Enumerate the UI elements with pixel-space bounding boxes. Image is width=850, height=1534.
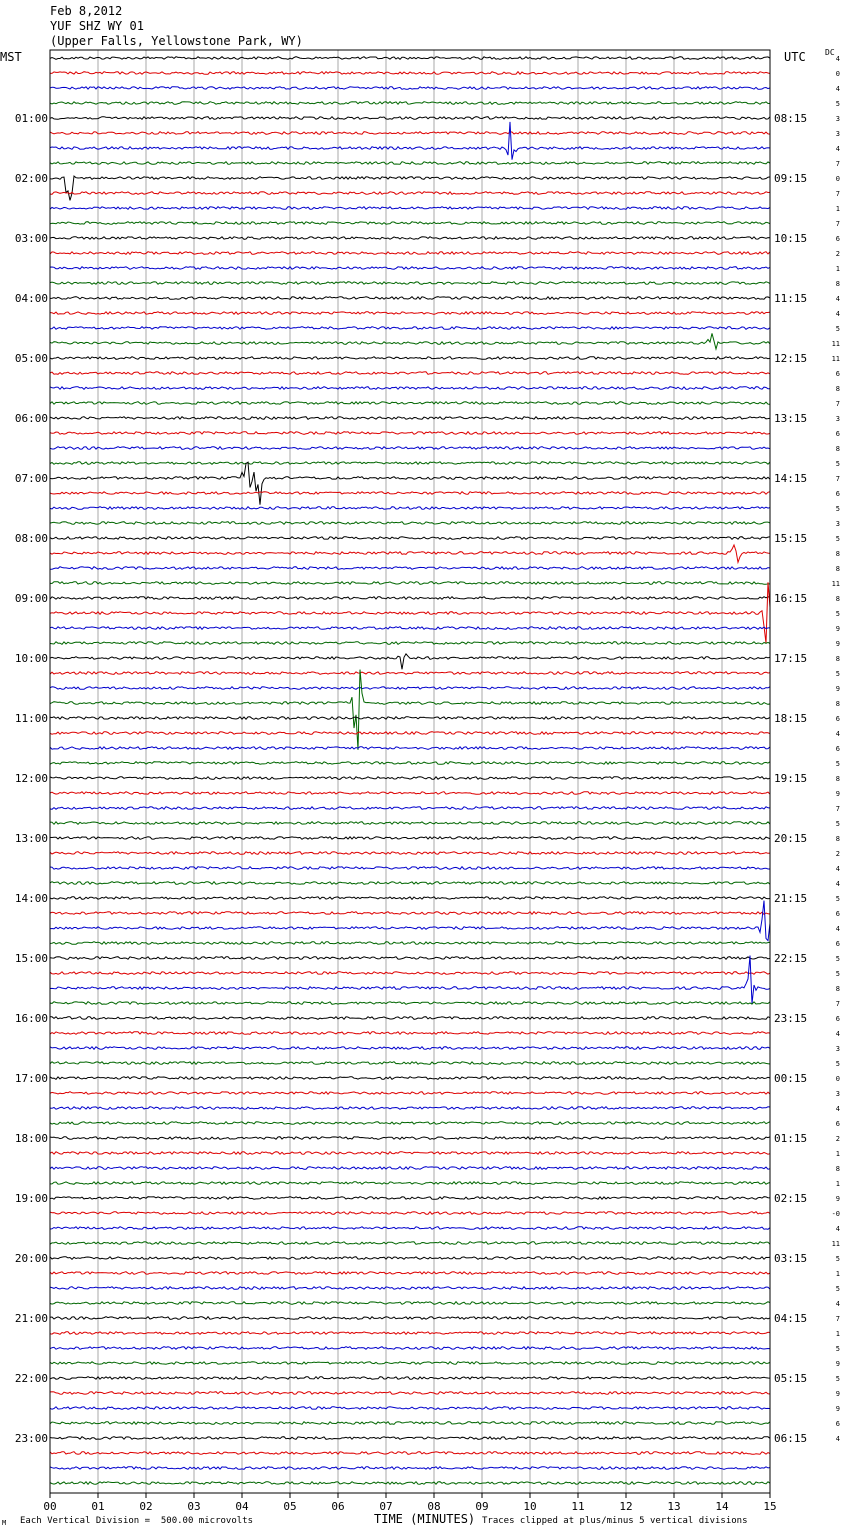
trace-22 [50, 387, 770, 390]
trace-91 [50, 1422, 770, 1425]
utc-hour-label: 06:15 [774, 1432, 808, 1445]
plot-date: Feb 8,2012 [50, 4, 123, 18]
dc-offset: 5 [835, 970, 840, 978]
dc-offset: 6 [835, 1015, 840, 1023]
dc-offset: 8 [835, 595, 840, 603]
trace-78 [50, 1227, 770, 1230]
trace-68 [50, 1077, 770, 1080]
trace-93 [50, 1452, 770, 1455]
trace-76 [50, 1197, 770, 1200]
dc-offset: 3 [835, 415, 840, 423]
trace-28 [50, 462, 770, 505]
trace-2 [50, 87, 770, 90]
dc-offset: 7 [835, 220, 840, 228]
dc-offset: 4 [835, 1030, 840, 1038]
station-code: YUF SHZ WY 01 [50, 19, 144, 33]
trace-67 [50, 1062, 770, 1065]
utc-hour-label: 04:15 [774, 1312, 808, 1325]
trace-23 [50, 402, 770, 405]
dc-offset: 4 [835, 730, 840, 738]
trace-10 [50, 207, 770, 210]
dc-offset: 5 [835, 535, 840, 543]
trace-74 [50, 1167, 770, 1170]
chart-labels [15, 55, 840, 1513]
dc-offset: 5 [835, 955, 840, 963]
mst-hour-label: 09:00 [14, 592, 48, 605]
trace-46 [50, 747, 770, 750]
dc-offset: 9 [835, 1360, 840, 1368]
dc-offset: 3 [835, 1090, 840, 1098]
trace-60 [50, 957, 770, 960]
trace-6 [50, 122, 770, 160]
trace-54 [50, 867, 770, 870]
dc-offset: 3 [835, 115, 840, 123]
dc-offset: 9 [835, 685, 840, 693]
dc-offset: 4 [835, 1225, 840, 1233]
utc-hour-label: 19:15 [774, 772, 808, 785]
trace-20 [50, 357, 770, 360]
dc-offset: 8 [835, 835, 840, 843]
mst-hour-label: 18:00 [14, 1132, 48, 1145]
dc-offset: 4 [835, 55, 840, 63]
dc-offset: 5 [835, 1060, 840, 1068]
scale-note: Each Vertical Division = 500.00 microvolts [20, 1516, 253, 1526]
trace-25 [50, 432, 770, 435]
trace-94 [50, 1467, 770, 1470]
dc-offset: 6 [835, 370, 840, 378]
corner-mark: M [2, 1519, 7, 1527]
dc-offset: 7 [835, 1315, 840, 1323]
dc-offset: 0 [835, 175, 840, 183]
dc-offset: 4 [835, 1300, 840, 1308]
dc-offset: 4 [835, 865, 840, 873]
trace-86 [50, 1347, 770, 1350]
mst-hour-label: 16:00 [14, 1012, 48, 1025]
dc-offset: 11 [831, 1240, 840, 1248]
x-tick-label: 08 [427, 1500, 441, 1513]
trace-32 [50, 537, 770, 540]
trace-85 [50, 1332, 770, 1335]
trace-21 [50, 372, 770, 375]
utc-hour-label: 03:15 [774, 1252, 808, 1265]
trace-89 [50, 1392, 770, 1395]
dc-offset: 8 [835, 280, 840, 288]
dc-offset: 1 [835, 1270, 840, 1278]
dc-offset: -0 [831, 1210, 840, 1218]
seismogram-traces [50, 57, 770, 1485]
utc-hour-label: 20:15 [774, 832, 808, 845]
plot-frame [50, 50, 770, 1493]
dc-offset: 5 [835, 820, 840, 828]
dc-offset: 8 [835, 565, 840, 573]
dc-offset: 9 [835, 1195, 840, 1203]
trace-36 [50, 597, 770, 600]
mst-hour-label: 03:00 [14, 232, 48, 245]
dc-offset: 6 [835, 235, 840, 243]
dc-offset: 5 [835, 505, 840, 513]
dc-offset: 6 [835, 1120, 840, 1128]
station-location: (Upper Falls, Yellowstone Park, WY) [50, 34, 303, 48]
trace-35 [50, 582, 770, 585]
dc-offset: 5 [835, 100, 840, 108]
trace-0 [50, 57, 770, 60]
trace-79 [50, 1242, 770, 1245]
dc-offset: 7 [835, 190, 840, 198]
trace-87 [50, 1362, 770, 1365]
dc-offset: 4 [835, 310, 840, 318]
utc-hour-label: 17:15 [774, 652, 808, 665]
trace-3 [50, 102, 770, 105]
dc-offset: 1 [835, 205, 840, 213]
trace-16 [50, 297, 770, 300]
dc-offset: 6 [835, 745, 840, 753]
trace-39 [50, 642, 770, 645]
dc-offset: 4 [835, 1435, 840, 1443]
dc-offset: 11 [831, 340, 840, 348]
trace-82 [50, 1287, 770, 1290]
dc-offset: 7 [835, 160, 840, 168]
trace-64 [50, 1017, 770, 1020]
dc-offset: 8 [835, 655, 840, 663]
utc-hour-label: 12:15 [774, 352, 808, 365]
trace-48 [50, 777, 770, 780]
trace-41 [50, 672, 770, 675]
trace-63 [50, 1002, 770, 1005]
mst-hour-label: 10:00 [14, 652, 48, 665]
mst-hour-label: 08:00 [14, 532, 48, 545]
dc-offset: 11 [831, 580, 840, 588]
trace-90 [50, 1407, 770, 1410]
trace-49 [50, 792, 770, 795]
trace-1 [50, 72, 770, 75]
mst-hour-label: 22:00 [14, 1372, 48, 1385]
trace-38 [50, 627, 770, 630]
mst-hour-label: 02:00 [14, 172, 48, 185]
dc-offset: 5 [835, 760, 840, 768]
mst-hour-label: 11:00 [14, 712, 48, 725]
dc-offset: 4 [835, 85, 840, 93]
utc-hour-label: 22:15 [774, 952, 808, 965]
trace-9 [50, 192, 770, 195]
x-tick-label: 02 [139, 1500, 153, 1513]
dc-offset: 11 [831, 355, 840, 363]
trace-29 [50, 492, 770, 495]
minute-grid [98, 50, 722, 1493]
mst-hour-label: 23:00 [14, 1432, 48, 1445]
mst-hour-label: 17:00 [14, 1072, 48, 1085]
utc-hour-label: 13:15 [774, 412, 808, 425]
mst-hour-label: 15:00 [14, 952, 48, 965]
trace-55 [50, 882, 770, 885]
trace-59 [50, 942, 770, 945]
trace-75 [50, 1182, 770, 1185]
dc-offset: 5 [835, 1255, 840, 1263]
dc-offset: 3 [835, 130, 840, 138]
mst-hour-label: 05:00 [14, 352, 48, 365]
dc-offset: 0 [835, 1075, 840, 1083]
x-tick-label: 12 [619, 1500, 633, 1513]
mst-hour-label: 04:00 [14, 292, 48, 305]
dc-offset: 6 [835, 715, 840, 723]
dc-offset: 5 [835, 895, 840, 903]
trace-80 [50, 1257, 770, 1260]
trace-53 [50, 852, 770, 855]
dc-offset: 1 [835, 1180, 840, 1188]
utc-hour-label: 09:15 [774, 172, 808, 185]
dc-offset: 9 [835, 1390, 840, 1398]
trace-30 [50, 507, 770, 510]
dc-offset: 8 [835, 775, 840, 783]
dc-offset: 7 [835, 400, 840, 408]
trace-62 [50, 956, 770, 1004]
trace-37 [50, 582, 770, 643]
dc-offset: 9 [835, 790, 840, 798]
dc-offset: 6 [835, 490, 840, 498]
mst-hour-label: 12:00 [14, 772, 48, 785]
trace-70 [50, 1107, 770, 1110]
utc-hour-label: 02:15 [774, 1192, 808, 1205]
trace-19 [50, 333, 770, 349]
trace-8 [50, 176, 770, 200]
dc-offset: 7 [835, 805, 840, 813]
trace-14 [50, 267, 770, 270]
x-tick-label: 03 [187, 1500, 201, 1513]
utc-hour-label: 18:15 [774, 712, 808, 725]
dc-offset: 7 [835, 475, 840, 483]
utc-hour-label: 23:15 [774, 1012, 808, 1025]
x-tick-label: 09 [475, 1500, 489, 1513]
dc-offset: 4 [835, 880, 840, 888]
trace-31 [50, 522, 770, 525]
utc-hour-label: 08:15 [774, 112, 808, 125]
dc-offset: 1 [835, 1150, 840, 1158]
utc-hour-label: 05:15 [774, 1372, 808, 1385]
dc-offset: 7 [835, 1000, 840, 1008]
trace-73 [50, 1152, 770, 1155]
trace-5 [50, 132, 770, 135]
dc-offset: 8 [835, 1165, 840, 1173]
utc-hour-label: 11:15 [774, 292, 808, 305]
utc-hour-label: 15:15 [774, 532, 808, 545]
trace-33 [50, 545, 770, 562]
x-tick-label: 06 [331, 1500, 345, 1513]
trace-15 [50, 282, 770, 285]
trace-57 [50, 912, 770, 915]
mst-hour-label: 06:00 [14, 412, 48, 425]
trace-71 [50, 1122, 770, 1125]
trace-7 [50, 162, 770, 165]
utc-hour-label: 10:15 [774, 232, 808, 245]
trace-26 [50, 447, 770, 450]
dc-offset: 8 [835, 385, 840, 393]
dc-offset: 1 [835, 265, 840, 273]
utc-hour-label: 14:15 [774, 472, 808, 485]
dc-offset: 1 [835, 1330, 840, 1338]
utc-label: UTC [784, 50, 806, 64]
dc-offset: 6 [835, 1420, 840, 1428]
x-tick-label: 11 [571, 1500, 585, 1513]
dc-offset: 0 [835, 70, 840, 78]
x-tick-label: 05 [283, 1500, 297, 1513]
dc-offset: 5 [835, 1345, 840, 1353]
trace-88 [50, 1377, 770, 1380]
trace-52 [50, 837, 770, 840]
trace-12 [50, 237, 770, 240]
trace-24 [50, 417, 770, 420]
dc-offset: 2 [835, 1135, 840, 1143]
mst-hour-label: 01:00 [14, 112, 48, 125]
trace-84 [50, 1317, 770, 1320]
trace-11 [50, 222, 770, 225]
dc-offset: 9 [835, 1405, 840, 1413]
dc-offset: 4 [835, 295, 840, 303]
trace-92 [50, 1437, 770, 1440]
dc-offset: 5 [835, 1375, 840, 1383]
trace-65 [50, 1032, 770, 1035]
mst-hour-label: 19:00 [14, 1192, 48, 1205]
trace-61 [50, 972, 770, 975]
x-tick-label: 13 [667, 1500, 681, 1513]
dc-offset: 6 [835, 940, 840, 948]
utc-hour-label: 21:15 [774, 892, 808, 905]
trace-69 [50, 1092, 770, 1095]
trace-58 [50, 901, 770, 941]
trace-47 [50, 762, 770, 765]
trace-34 [50, 567, 770, 570]
dc-offset: 3 [835, 1045, 840, 1053]
x-tick-label: 04 [235, 1500, 249, 1513]
dc-offset: 6 [835, 910, 840, 918]
utc-hour-label: 16:15 [774, 592, 808, 605]
trace-43 [50, 670, 770, 750]
dc-offset: 5 [835, 670, 840, 678]
trace-18 [50, 327, 770, 330]
mst-hour-label: 13:00 [14, 832, 48, 845]
dc-offset: 5 [835, 325, 840, 333]
dc-offset: 5 [835, 1285, 840, 1293]
x-tick-label: 00 [43, 1500, 57, 1513]
trace-44 [50, 717, 770, 720]
trace-66 [50, 1047, 770, 1050]
trace-40 [50, 654, 770, 669]
trace-4 [50, 117, 770, 120]
dc-offset: 9 [835, 625, 840, 633]
x-tick-label: 15 [763, 1500, 777, 1513]
mst-label: MST [0, 50, 22, 64]
dc-offset: 5 [835, 460, 840, 468]
trace-72 [50, 1137, 770, 1140]
dc-offset: 3 [835, 520, 840, 528]
trace-42 [50, 687, 770, 690]
dc-offset: 5 [835, 610, 840, 618]
dc-offset: 8 [835, 445, 840, 453]
utc-hour-label: 00:15 [774, 1072, 808, 1085]
mst-hour-label: 21:00 [14, 1312, 48, 1325]
dc-offset: 6 [835, 430, 840, 438]
trace-81 [50, 1272, 770, 1275]
mst-hour-label: 14:00 [14, 892, 48, 905]
dc-offset: 2 [835, 850, 840, 858]
trace-45 [50, 732, 770, 735]
dc-offset: 4 [835, 925, 840, 933]
dc-offset: 2 [835, 250, 840, 258]
x-axis-title: TIME (MINUTES) [374, 1512, 476, 1526]
dc-offset: 8 [835, 985, 840, 993]
trace-50 [50, 807, 770, 810]
trace-13 [50, 252, 770, 255]
dc-offset: 8 [835, 550, 840, 558]
dc-offset: 4 [835, 1105, 840, 1113]
dc-offset: 8 [835, 700, 840, 708]
trace-51 [50, 822, 770, 825]
x-tick-label: 07 [379, 1500, 393, 1513]
mst-hour-label: 07:00 [14, 472, 48, 485]
x-tick-label: 14 [715, 1500, 729, 1513]
trace-17 [50, 312, 770, 315]
x-tick-label: 01 [91, 1500, 105, 1513]
trace-56 [50, 897, 770, 900]
trace-77 [50, 1212, 770, 1215]
mst-hour-label: 20:00 [14, 1252, 48, 1265]
clip-note: Traces clipped at plus/minus 5 vertical divisions [482, 1516, 748, 1526]
trace-27 [50, 462, 770, 465]
trace-83 [50, 1302, 770, 1305]
dc-offset: 4 [835, 145, 840, 153]
x-tick-label: 10 [523, 1500, 537, 1513]
dc-label: DC [825, 48, 835, 57]
trace-95 [50, 1482, 770, 1485]
dc-offset: 9 [835, 640, 840, 648]
utc-hour-label: 01:15 [774, 1132, 808, 1145]
